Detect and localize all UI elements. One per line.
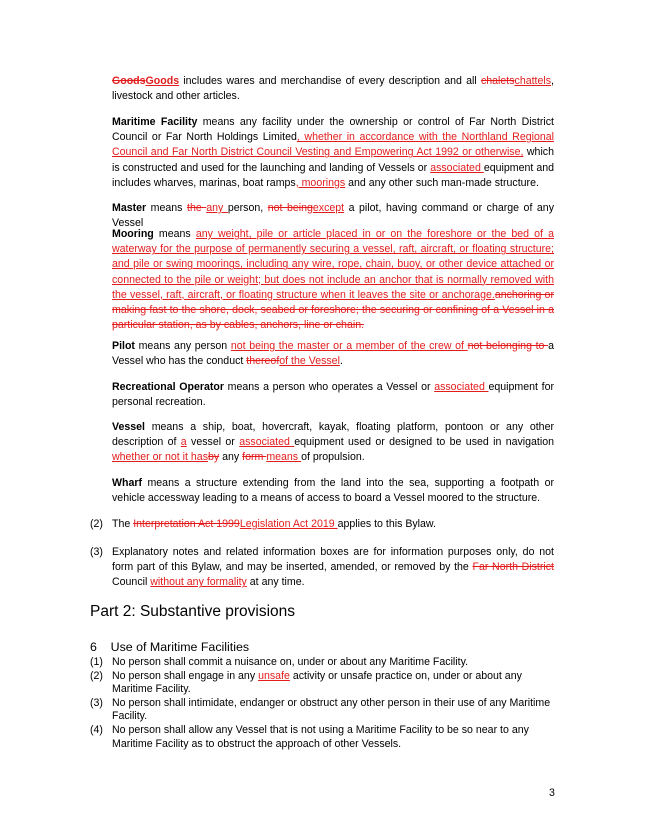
clause-item: (1) No person shall commit a nuisance on, under or about any Maritime Facility. [90, 656, 469, 668]
clause-number: (4) [90, 723, 103, 736]
clause-number: (2) [90, 669, 103, 682]
clause-item: (3) No person shall intimidate, endanger or obstruct any other person in their use of any Maritime Facility. [90, 696, 551, 723]
definition-master: Master means the any person, not beingexcept a pilot, having command or charge of any Vessel [112, 202, 554, 230]
term: Wharf [112, 477, 143, 489]
section-heading: 6 Use of Maritime Facilities [90, 640, 250, 654]
clause-number: (3) [90, 696, 103, 709]
term: Maritime Facility [112, 116, 198, 128]
clause-number: (3) [90, 546, 103, 558]
term: Recreational Operator [112, 381, 224, 393]
definition-vessel: Vessel means a ship, boat, hovercraft, kayak, floating platform, pontoon or any other description of a vessel or associated equipment used or designed to be used in navigation whether or not it hasby any form means of propulsion. [112, 421, 555, 464]
clause-number: (1) [90, 656, 103, 668]
definition-recreational-operator: Recreational Operator means a person who operates a Vessel or associated equipment for personal recreation. [112, 381, 554, 409]
definition-goods: GoodsGoods includes wares and merchandise of every description and all chaletschattels, livestock and other articles. [112, 75, 554, 103]
section-6-clauses [90, 656, 554, 751]
clause-item: (4) No person shall allow any Vessel that is not using a Maritime Facility to be so near to any Maritime Facility as to obstruct the approach of other Vessels. [90, 723, 529, 750]
part-heading: Part 2: Substantive provisions [90, 603, 296, 620]
clause-3: (3) Explanatory notes and related information boxes are for information purposes only, do not form part of this Bylaw, and may be inserted, amended, or removed by the Far North District Council without any formality at any time. [90, 546, 554, 589]
definition-mooring: Mooring means any weight, pile or article placed in or on the foreshore or the bed of a waterway for the purpose of permanently securing a vessel, raft, aircraft, or floating structure; and pile or swing moorings, including any wire, rope, chain, buoy, or other device attached or connected to the pile or weight; but does not include an anchor that is normally removed with the vessel, raft, aircraft, or floating structure when it leaves the site or anchorage.anchoring or making fast to the shore, dock, seabed or foreshore; the securing or confining of a Vessel in a particular station, as by cables, anchors, line or chain. [112, 228, 554, 332]
definition-maritime-facility: Maritime Facility means any facility under the ownership or control of Far North District Council or Far North Holdings Limited, whether in accordance with the Northland Regional Council and Far North District Council Vesting and Empowering Act 1992 or otherwise, which is constructed and used for the launching and landing of Vessels or associated equipment and includes wharves, marinas, boat ramps, moorings and any other such man-made structure. [112, 116, 555, 189]
term: Pilot [112, 340, 135, 352]
page-number: 3 [549, 787, 555, 799]
clause-number: (2) [90, 518, 103, 530]
clause-2: (2) The Interpretation Act 1999Legislation Act 2019 applies to this Bylaw. [90, 517, 554, 532]
clause-item: (2) No person shall engage in any unsafe activity or unsafe practice on, under or about any Maritime Facility. [90, 669, 522, 696]
definition-pilot: Pilot means any person not being the master or a member of the crew of not belonging to a Vessel who has the conduct thereofof the Vessel. [112, 340, 555, 368]
term: Mooring [112, 228, 154, 240]
term: Master [112, 202, 147, 214]
definition-wharf: Wharf means a structure extending from the land into the sea, supporting a footpath or vehicle accessway leading to a means of access to board a Vessel moored to the structure. [112, 477, 554, 505]
inserted-term: Goods [145, 75, 180, 87]
term: Vessel [112, 421, 145, 433]
deleted-term: Goods [112, 75, 146, 87]
